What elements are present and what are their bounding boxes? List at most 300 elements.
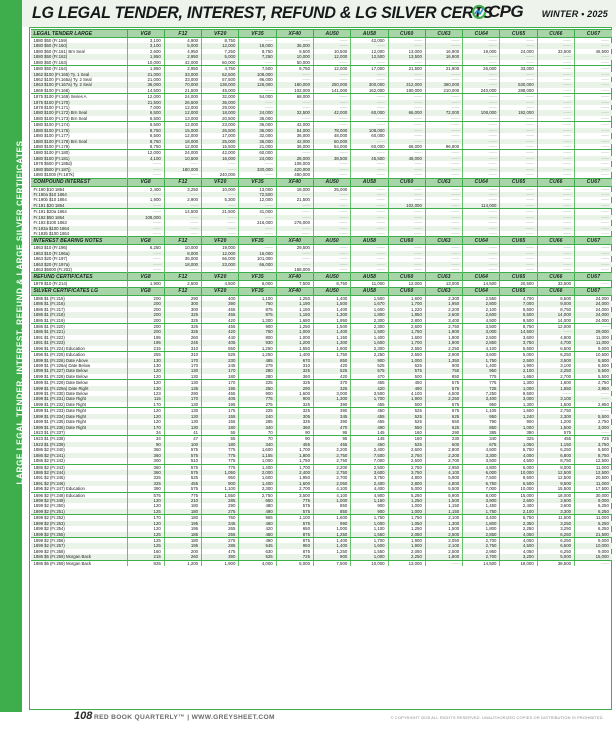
- price-cell: 12,000: [164, 122, 201, 128]
- column-header-cu64: CU64: [463, 273, 500, 281]
- price-cell: 12,000: [351, 49, 388, 54]
- price-cell: 200: [127, 323, 164, 329]
- price-cell: 54,000: [239, 94, 276, 100]
- row-label: 1880 $50 (Fr.162): [31, 54, 127, 59]
- price-cell: 950: [202, 475, 239, 480]
- price-cell: 12,500: [537, 470, 574, 475]
- price-cell: 6,250: [537, 352, 574, 358]
- price-cell: ——: [601, 281, 609, 287]
- row-label: 1862 $100 (Fr.165) Ty. 1 Seal: [31, 72, 127, 77]
- price-cell: 875: [239, 312, 276, 317]
- price-cell: 9,500: [537, 481, 574, 486]
- price-cell: ——: [276, 150, 313, 156]
- price-cell: ——: [537, 88, 574, 94]
- price-cell: 455: [313, 442, 350, 447]
- price-cell: 275: [202, 509, 239, 515]
- price-cell: 24,000: [500, 49, 537, 54]
- price-cell: ——: [463, 267, 500, 273]
- price-cell: 276,000: [276, 220, 313, 225]
- price-cell: 8,750: [127, 139, 164, 144]
- price-cell: 1,600: [351, 340, 388, 345]
- price-cell: ——: [500, 100, 537, 105]
- price-cell: 1,900: [202, 560, 239, 566]
- price-cell: 3,600: [537, 503, 574, 508]
- price-cell: 108,000: [463, 110, 500, 115]
- price-cell: 575: [351, 368, 388, 373]
- price-cell: 2,500: [351, 464, 388, 470]
- price-cell: 180: [164, 509, 201, 515]
- price-cell: ——: [388, 116, 425, 122]
- price-cell: 7,000: [127, 105, 164, 110]
- price-cell: 4,100: [388, 391, 425, 396]
- price-cell: 900: [351, 358, 388, 363]
- price-cell: 1,400: [239, 481, 276, 486]
- price-cell: 240: [239, 414, 276, 419]
- price-cell: 12,000: [537, 323, 574, 329]
- price-cell: 1,250: [239, 352, 276, 358]
- price-cell: ——: [313, 203, 350, 209]
- price-cell: 500: [388, 402, 425, 408]
- price-cell: ——: [425, 133, 462, 138]
- price-cell: 20,500: [595, 475, 609, 481]
- price-cell: 48,000: [313, 133, 350, 138]
- price-cell: 1,950: [276, 475, 313, 480]
- price-cell: ——: [537, 72, 574, 77]
- price-cell: 650: [239, 498, 276, 503]
- price-cell: ——: [601, 161, 609, 167]
- price-cell: 2,800: [388, 318, 425, 324]
- price-cell: 1,900: [388, 538, 425, 544]
- row-label: 1899 $1 (Fr.229a) Date Right: [31, 386, 127, 391]
- price-cell: 180,000: [276, 82, 313, 87]
- row-label: 1899 $1 (Fr.226) Date Above: [31, 358, 127, 363]
- price-cell: ——: [313, 94, 350, 100]
- row-label: 1886 $5 (Fr.259) Morgan Back: [31, 560, 127, 566]
- cpg-wordmark: CPG: [488, 2, 524, 21]
- price-cell: 325: [276, 380, 313, 386]
- price-cell: 6,250: [537, 447, 574, 452]
- price-cell: ——: [463, 161, 500, 166]
- price-cell: ——: [601, 256, 609, 262]
- price-cell: 7,500: [276, 281, 313, 287]
- price-cell: 1,050: [202, 470, 239, 475]
- price-cell: 32,500: [276, 110, 313, 115]
- price-cell: 525: [388, 414, 425, 419]
- price-cell: ——: [425, 139, 462, 144]
- price-cell: 1,700: [351, 396, 388, 401]
- price-cell: 8,750: [575, 453, 612, 458]
- price-cell: 850: [313, 503, 350, 508]
- price-cell: 9,500: [500, 391, 537, 396]
- row-label: 1896 $2 (Fr.248) Education: [31, 492, 127, 498]
- price-cell: ——: [388, 43, 425, 48]
- price-cell: 2,700: [276, 486, 313, 492]
- price-cell: ——: [127, 167, 164, 172]
- column-header-vf35: VF35: [239, 178, 276, 186]
- price-cell: 60,000: [239, 150, 276, 156]
- price-cell: ——: [575, 192, 612, 197]
- price-cell: 120: [127, 503, 164, 508]
- price-cell: 625: [425, 414, 462, 419]
- price-cell: 1,220: [388, 307, 425, 312]
- price-cell: ——: [313, 150, 350, 156]
- price-cell: 1,250: [276, 295, 313, 301]
- row-label: 1886 $2 (Fr.242): [31, 458, 127, 464]
- price-cell: ——: [127, 203, 164, 209]
- row-label: 1899 $1 (Fr.232) Date Right: [31, 402, 127, 408]
- price-cell: 2,950: [164, 66, 201, 72]
- price-cell: 1,900: [425, 329, 462, 334]
- price-cell: ——: [500, 167, 537, 172]
- price-cell: ——: [276, 209, 313, 215]
- price-cell: 24,000: [595, 306, 609, 312]
- price-cell: 300: [164, 301, 201, 306]
- price-cell: ——: [500, 54, 537, 59]
- price-cell: ——: [388, 231, 425, 237]
- price-cell: 8,750: [537, 458, 574, 464]
- price-cell: 6,250: [537, 532, 574, 538]
- price-cell: ——: [537, 43, 574, 48]
- price-cell: 455: [164, 481, 201, 486]
- price-cell: ——: [601, 245, 609, 251]
- column-header-vf20: VF20: [202, 287, 239, 295]
- price-cell: ——: [537, 226, 574, 231]
- price-cell: 480: [239, 503, 276, 508]
- row-label: 1878 $500 (Fr.185d): [31, 161, 127, 166]
- price-cell: ——: [425, 105, 462, 110]
- price-cell: 5,000: [388, 486, 425, 492]
- price-cell: 3,500: [276, 492, 313, 498]
- price-cell: ——: [276, 77, 313, 82]
- column-header-cu60: CU60: [388, 273, 425, 281]
- price-cell: 8,750: [127, 144, 164, 150]
- price-cell: 2,350: [500, 521, 537, 526]
- price-cell: ——: [575, 215, 612, 220]
- price-cell: 2,200: [425, 453, 462, 458]
- price-cell: ——: [164, 215, 201, 220]
- price-cell: 550: [202, 346, 239, 352]
- price-cell: 1,500: [313, 323, 350, 329]
- price-cell: 36,000: [239, 122, 276, 128]
- price-cell: 72,000: [425, 110, 462, 115]
- price-cell: 1,150: [351, 498, 388, 503]
- price-cell: 1,000: [351, 521, 388, 526]
- price-cell: ——: [127, 172, 164, 178]
- price-cell: 4,800: [388, 475, 425, 480]
- price-cell: 170: [127, 425, 164, 430]
- price-cell: 55: [202, 436, 239, 442]
- price-cell: 90: [276, 430, 313, 436]
- price-cell: 170: [164, 396, 201, 401]
- column-header-vg8: VG8: [127, 237, 164, 245]
- row-label: 1863 $20 (Fr.197): [31, 256, 127, 261]
- price-cell: ——: [164, 203, 201, 209]
- price-cell: 310: [276, 363, 313, 368]
- price-cell: 1,750: [463, 509, 500, 515]
- price-cell: 5,500: [597, 447, 609, 453]
- price-cell: 38,500: [313, 156, 350, 161]
- price-cell: 108,000: [276, 161, 313, 166]
- price-cell: 2,550: [388, 346, 425, 352]
- row-label: 1886 $1 (Fr.216): [31, 301, 127, 306]
- row-label: 1880 $100 (Fr.173) Brn Seal: [31, 116, 127, 122]
- price-cell: 4,050: [500, 538, 537, 544]
- price-cell: 420,000: [276, 167, 313, 172]
- price-cell: 325: [127, 475, 164, 480]
- price-cell: 260: [164, 554, 201, 560]
- price-cell: 1,600: [313, 515, 350, 521]
- price-cell: 900: [351, 509, 388, 515]
- price-cell: 525: [388, 419, 425, 424]
- price-cell: 2,750: [597, 380, 609, 386]
- price-cell: 19,000: [500, 560, 537, 566]
- price-cell: ——: [164, 231, 201, 237]
- row-label: 1899 $1 (Fr.234) Date Right: [31, 414, 127, 419]
- price-cell: 2,300: [239, 486, 276, 492]
- price-cell: ——: [127, 251, 164, 256]
- price-cell: ——: [601, 323, 609, 329]
- price-cell: ——: [202, 231, 239, 237]
- price-cell: 108,000: [351, 128, 388, 133]
- price-cell: 45,000: [202, 88, 239, 94]
- price-cell: 1,250: [388, 498, 425, 503]
- price-cell: 4,750: [202, 66, 239, 72]
- price-cell: 41,000: [239, 209, 276, 215]
- price-cell: 15,000: [500, 492, 537, 498]
- price-cell: 1,900: [313, 346, 350, 352]
- price-cell: 2,850: [463, 532, 500, 538]
- price-cell: 11,500: [537, 515, 574, 521]
- price-cell: 96,000: [239, 77, 276, 82]
- price-cell: 5,500: [575, 414, 612, 419]
- price-cell: ——: [388, 186, 425, 192]
- price-cell: 6,500: [127, 116, 164, 122]
- price-cell: 275: [202, 538, 239, 544]
- price-cell: ——: [313, 215, 350, 220]
- price-cell: 1,550: [276, 346, 313, 352]
- price-cell: 305: [276, 414, 313, 419]
- price-cell: 24,000: [164, 94, 201, 100]
- price-cell: ——: [351, 267, 388, 273]
- column-header-au50: AU50: [313, 178, 350, 186]
- price-cell: 17,000: [202, 133, 239, 138]
- price-cell: 36,000: [202, 100, 239, 105]
- price-cell: ——: [351, 139, 388, 144]
- price-cell: 850: [313, 509, 350, 515]
- price-cell: 25,000: [313, 186, 350, 192]
- price-cell: 405: [202, 340, 239, 345]
- price-cell: 180: [202, 425, 239, 430]
- price-cell: ——: [463, 60, 500, 66]
- price-cell: 1,155: [239, 453, 276, 458]
- price-cell: 7,000: [463, 486, 500, 492]
- column-header-au58: AU58: [351, 273, 388, 281]
- price-cell: 215: [127, 554, 164, 560]
- price-cell: 900: [276, 396, 313, 401]
- price-cell: 455: [351, 380, 388, 386]
- price-cell: 33,500: [537, 49, 574, 54]
- price-cell: 2,050: [388, 532, 425, 538]
- price-cell: ——: [463, 251, 500, 256]
- price-cell: ——: [537, 110, 574, 115]
- price-cell: ——: [537, 38, 574, 44]
- price-cell: ——: [463, 116, 500, 122]
- price-cell: 450: [351, 408, 388, 414]
- price-cell: 1,400: [313, 543, 350, 548]
- column-header-au58: AU58: [351, 287, 388, 295]
- price-cell: 66,000: [239, 262, 276, 267]
- price-cell: 130: [127, 386, 164, 391]
- price-cell: 15,500: [202, 144, 239, 150]
- price-cell: 6,000: [500, 464, 537, 470]
- price-cell: 170: [127, 515, 164, 521]
- price-cell: 21,900: [425, 66, 462, 72]
- price-cell: 1,250: [313, 549, 350, 554]
- row-label: 1880 $50 (Fr.163): [31, 60, 127, 66]
- price-cell: 130: [164, 374, 201, 380]
- row-label: 1880 $100 (Fr.174): [31, 122, 127, 128]
- price-cell: 325: [127, 481, 164, 486]
- price-cell: ——: [463, 256, 500, 261]
- price-cell: 325: [500, 436, 537, 442]
- price-cell: 95: [313, 430, 350, 436]
- price-cell: ——: [425, 150, 462, 156]
- price-cell: 850: [425, 374, 462, 380]
- price-cell: 2,700: [313, 475, 350, 480]
- price-cell: ——: [388, 215, 425, 220]
- price-cell: 490: [388, 386, 425, 391]
- price-cell: 216,000: [239, 220, 276, 225]
- price-cell: 2,950: [463, 549, 500, 554]
- price-cell: ——: [276, 251, 313, 256]
- price-cell: 42,000: [313, 110, 350, 115]
- price-cell: 162,000: [351, 88, 388, 94]
- price-cell: ——: [276, 100, 313, 105]
- price-cell: 1,900: [388, 396, 425, 401]
- price-cell: 10,500: [313, 49, 350, 54]
- price-cell: ——: [500, 72, 537, 77]
- column-header-vf20: VF20: [202, 237, 239, 245]
- price-cell: 675: [425, 408, 462, 414]
- price-cell: 60,000: [351, 144, 388, 150]
- price-cell: ——: [239, 88, 276, 94]
- price-cell: 5,750: [500, 515, 537, 521]
- price-cell: 120: [127, 521, 164, 526]
- price-cell: ——: [425, 245, 462, 251]
- row-label: 1875 $100 (Fr.170): [31, 100, 127, 105]
- price-cell: 200: [127, 307, 164, 312]
- price-cell: 70: [239, 436, 276, 442]
- column-header-au50: AU50: [313, 287, 350, 295]
- price-cell: ——: [351, 167, 388, 172]
- price-cell: 230: [425, 436, 462, 442]
- price-cell: 3,000: [500, 396, 537, 401]
- column-header-cu60: CU60: [388, 287, 425, 295]
- row-label: Fr.193b $100 1864: [31, 231, 127, 237]
- price-cell: 195: [127, 335, 164, 340]
- price-cell: 11,000: [351, 281, 388, 287]
- row-label: 1875 $100 (Fr.169) Series A: [31, 94, 127, 100]
- price-cell: 10,000: [202, 186, 239, 192]
- price-cell: 7,250: [463, 391, 500, 396]
- price-cell: 20,500: [500, 281, 537, 287]
- price-cell: 2,550: [388, 352, 425, 358]
- price-cell: ——: [239, 203, 276, 209]
- price-cell: 390: [313, 408, 350, 414]
- column-header-cu64: CU64: [463, 30, 500, 38]
- price-cell: ——: [537, 94, 574, 100]
- price-cell: 185: [164, 532, 201, 538]
- price-cell: ——: [313, 161, 350, 166]
- price-cell: 1,900: [127, 281, 164, 287]
- price-cell: ——: [351, 251, 388, 256]
- price-cell: ——: [463, 72, 500, 77]
- price-cell: 2,600: [463, 312, 500, 317]
- price-cell: 130: [164, 414, 201, 419]
- price-cell: ——: [388, 192, 425, 197]
- price-cell: 4,900: [351, 492, 388, 498]
- price-cell: 14,500: [463, 560, 500, 566]
- price-cell: 45,500: [351, 156, 388, 161]
- price-cell: ——: [425, 251, 462, 256]
- price-cell: 15,000: [164, 128, 201, 133]
- price-cell: 6,800: [537, 453, 574, 458]
- price-cell: ——: [537, 133, 574, 138]
- row-label: Fr.193a $100 1864: [31, 226, 127, 231]
- row-label: 1886 $2 (Fr.244): [31, 470, 127, 475]
- price-cell: 130: [164, 425, 201, 430]
- price-cell: 1,000: [239, 458, 276, 464]
- price-cell: ——: [500, 122, 537, 128]
- price-cell: ——: [313, 105, 350, 110]
- price-cell: 6,500: [500, 481, 537, 486]
- price-cell: ——: [351, 197, 388, 202]
- price-cell: 108,000: [127, 215, 164, 220]
- price-cell: 195: [202, 386, 239, 391]
- price-cell: ——: [164, 220, 201, 225]
- price-cell: 125: [127, 532, 164, 538]
- price-cell: ——: [202, 167, 239, 172]
- price-cell: ——: [425, 122, 462, 128]
- price-cell: 6,500: [537, 543, 574, 548]
- price-cell: 2,300: [425, 295, 462, 301]
- price-cell: 2,850: [463, 340, 500, 345]
- price-cell: ——: [537, 329, 574, 334]
- price-cell: ——: [575, 396, 612, 401]
- price-cell: 1,400: [313, 538, 350, 544]
- price-cell: 21,000: [127, 77, 164, 82]
- price-cell: 1,300: [500, 402, 537, 408]
- price-cell: ——: [500, 43, 537, 48]
- price-cell: 360: [276, 374, 313, 380]
- price-cell: 4,050: [500, 532, 537, 538]
- price-cell: 1,950: [127, 54, 164, 59]
- price-cell: ——: [601, 122, 609, 128]
- price-cell: 4,000: [239, 560, 276, 566]
- row-label: 1880 $100 (Fr.178) Brn Seal: [31, 139, 127, 144]
- column-header-au50: AU50: [313, 237, 350, 245]
- price-cell: ——: [351, 192, 388, 197]
- column-header-xf40: XF40: [276, 273, 313, 281]
- price-cell: 285: [202, 543, 239, 548]
- price-cell: ——: [351, 203, 388, 209]
- price-cell: ——: [601, 150, 609, 156]
- price-cell: ——: [601, 186, 609, 192]
- row-label: 1899 $2 (Fr.253): [31, 521, 127, 526]
- price-cell: ——: [601, 230, 609, 236]
- price-cell: 1,300: [313, 312, 350, 317]
- price-cell: ——: [537, 231, 574, 237]
